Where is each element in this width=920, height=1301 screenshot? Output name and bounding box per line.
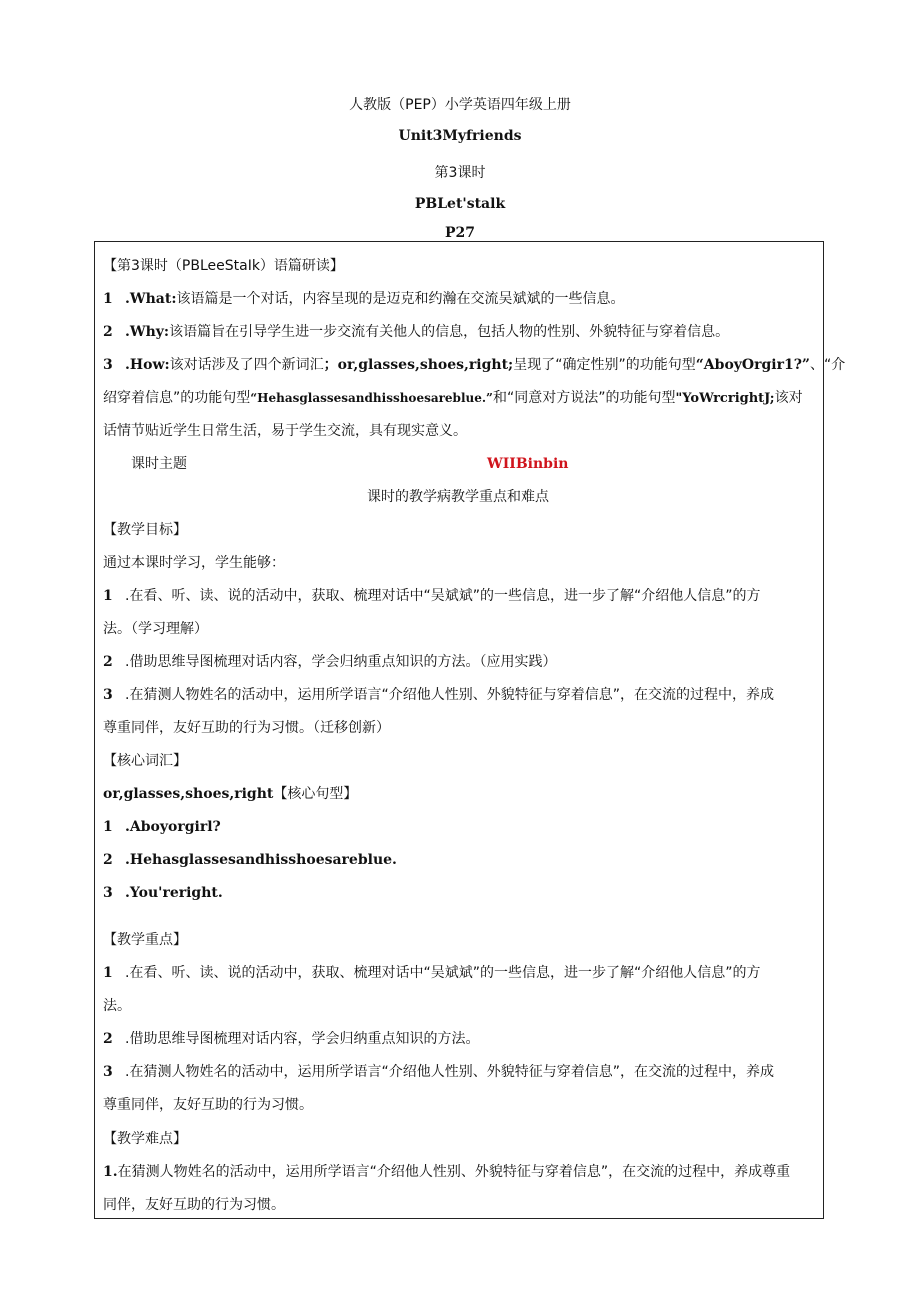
how-text-c: 、“介 [809, 357, 846, 373]
how-text-b: 呈现了“确定性别”的功能句型 [513, 357, 696, 373]
difficulties-title: 【教学难点】 [103, 1131, 187, 1147]
objectives-heading: 课时的教学病教学重点和难点 [367, 489, 549, 505]
goal-2-text: .借助思维导图梳理对话内容，学会归纳重点知识的方法。（应用实践） [125, 654, 557, 670]
key-point-1-cont: 法。 [103, 998, 131, 1014]
goal-3-text: .在猜测人物姓名的活动中，运用所学语言“介绍他人性别、外貌特征与穿着信息”，在交流的过程中，养成 [125, 687, 774, 703]
how-sentence-1: “AboyOrgir1?” [695, 357, 810, 373]
what-number: 1 [103, 291, 113, 307]
how-sentence-3: "YoWrcrightJ; [675, 391, 775, 406]
theme-label: 课时主题 [131, 456, 187, 472]
sentence-3-text: .You'reright. [125, 885, 223, 901]
key-point-1-number: 1 [103, 965, 113, 981]
key-point-1 [103, 965, 760, 981]
how-key: .How: [125, 357, 170, 373]
sentence-2-number: 2 [103, 852, 113, 868]
difficulty-1-text: 在猜测人物姓名的活动中，运用所学语言“介绍他人性别、外貌特征与穿着信息”，在交流的过程中，养成尊重 [117, 1164, 791, 1180]
sentence-1 [103, 819, 221, 835]
key-point-1-text: .在看、听、读、说的活动中，获取、梳理对话中“吴斌斌”的一些信息，进一步了解“介绍他人信息”的方 [125, 965, 761, 981]
page-number: P27 [444, 225, 475, 241]
lesson-title: 第3课时 [434, 165, 486, 181]
how-words: ；or,glasses,shoes,right; [323, 357, 514, 373]
reading-why [103, 324, 729, 340]
difficulty-1 [103, 1164, 790, 1180]
sentence-2 [103, 852, 397, 868]
key-point-2-text: .借助思维导图梳理对话内容，学会归纳重点知识的方法。 [125, 1031, 480, 1047]
goal-1-cont: 法。（学习理解） [103, 621, 208, 637]
what-text: 该语篇是一个对话，内容呈现的是迈克和约瀚在交流吴斌斌的一些信息。 [176, 291, 625, 307]
why-number: 2 [103, 324, 113, 340]
reading-how-line3: 话情节贴近学生日常生活，易于学生交流，具有现实意义。 [103, 423, 467, 439]
goal-3-cont: 尊重同伴，友好互助的行为习惯。（迁移创新） [103, 720, 390, 736]
how-line2-a: 绍穿着信息”的功能句型 [103, 390, 251, 406]
key-point-2 [103, 1031, 479, 1047]
reading-how-line2 [103, 390, 803, 407]
key-point-3-cont: 尊重同伴，友好互助的行为习惯。 [103, 1097, 313, 1113]
goal-1-text: .在看、听、读、说的活动中，获取、梳理对话中“吴斌斌”的一些信息，进一步了解“介绍他人信息”的方 [125, 588, 761, 604]
sentence-1-number: 1 [103, 819, 113, 835]
theme-value: WIIBinbin [487, 456, 569, 472]
lesson-content-box [94, 241, 846, 1219]
difficulty-1-cont: 同伴，友好互助的行为习惯。 [103, 1197, 285, 1213]
reading-title: 【第3课时（PBLeeStaIk）语篇研读】 [103, 258, 344, 274]
key-point-3-text: .在猜测人物姓名的活动中，运用所学语言“介绍他人性别、外貌特征与穿着信息”，在交流的过程中，养成 [125, 1064, 774, 1080]
part-title: PBLet'stalk [414, 196, 506, 212]
goal-2-number: 2 [103, 654, 113, 670]
goals-intro: 通过本课时学习，学生能够： [103, 555, 285, 571]
sentence-2-text: .Hehasglassesandhisshoesareblue. [125, 852, 397, 868]
vocab-title: 【核心词汇】 [103, 753, 187, 769]
how-line2-b: 和“同意对方说法”的功能句型 [492, 390, 676, 406]
reading-what [103, 291, 624, 307]
how-sentence-2: “Hehasglassesandhisshoesareblue.” [250, 391, 493, 405]
what-key: .What: [125, 291, 177, 307]
key-point-2-number: 2 [103, 1031, 113, 1047]
how-text-a: 该对话涉及了四个新词汇 [169, 357, 324, 373]
sentence-3 [103, 885, 223, 901]
why-key: .Why: [125, 324, 170, 340]
goal-2 [103, 654, 556, 670]
sentence-title: 【核心句型】 [273, 786, 358, 802]
goal-3-number: 3 [103, 687, 113, 703]
goal-1-number: 1 [103, 588, 113, 604]
goals-title: 【教学目标】 [103, 522, 187, 538]
book-title: 人教版（PEP）小学英语四年级上册 [349, 97, 571, 113]
sentence-1-text: .Aboyorgirl? [125, 819, 221, 835]
key-point-3 [103, 1064, 774, 1080]
goal-1 [103, 588, 760, 604]
unit-title: Unit3Myfriends [398, 128, 522, 144]
reading-how [103, 357, 845, 373]
key-point-3-number: 3 [103, 1064, 113, 1080]
vocab-line [103, 786, 357, 802]
goal-3 [103, 687, 774, 703]
why-text: 该语篇旨在引导学生进一步交流有关他人的信息，包括人物的性别、外貌特征与穿着信息。 [169, 324, 730, 340]
vocab-words: or,glasses,shoes,right [103, 786, 274, 802]
how-line2-c: 该对 [774, 390, 803, 406]
how-number: 3 [103, 357, 113, 373]
key-points-title: 【教学重点】 [103, 932, 187, 948]
difficulty-1-number: 1. [103, 1164, 118, 1180]
sentence-3-number: 3 [103, 885, 113, 901]
